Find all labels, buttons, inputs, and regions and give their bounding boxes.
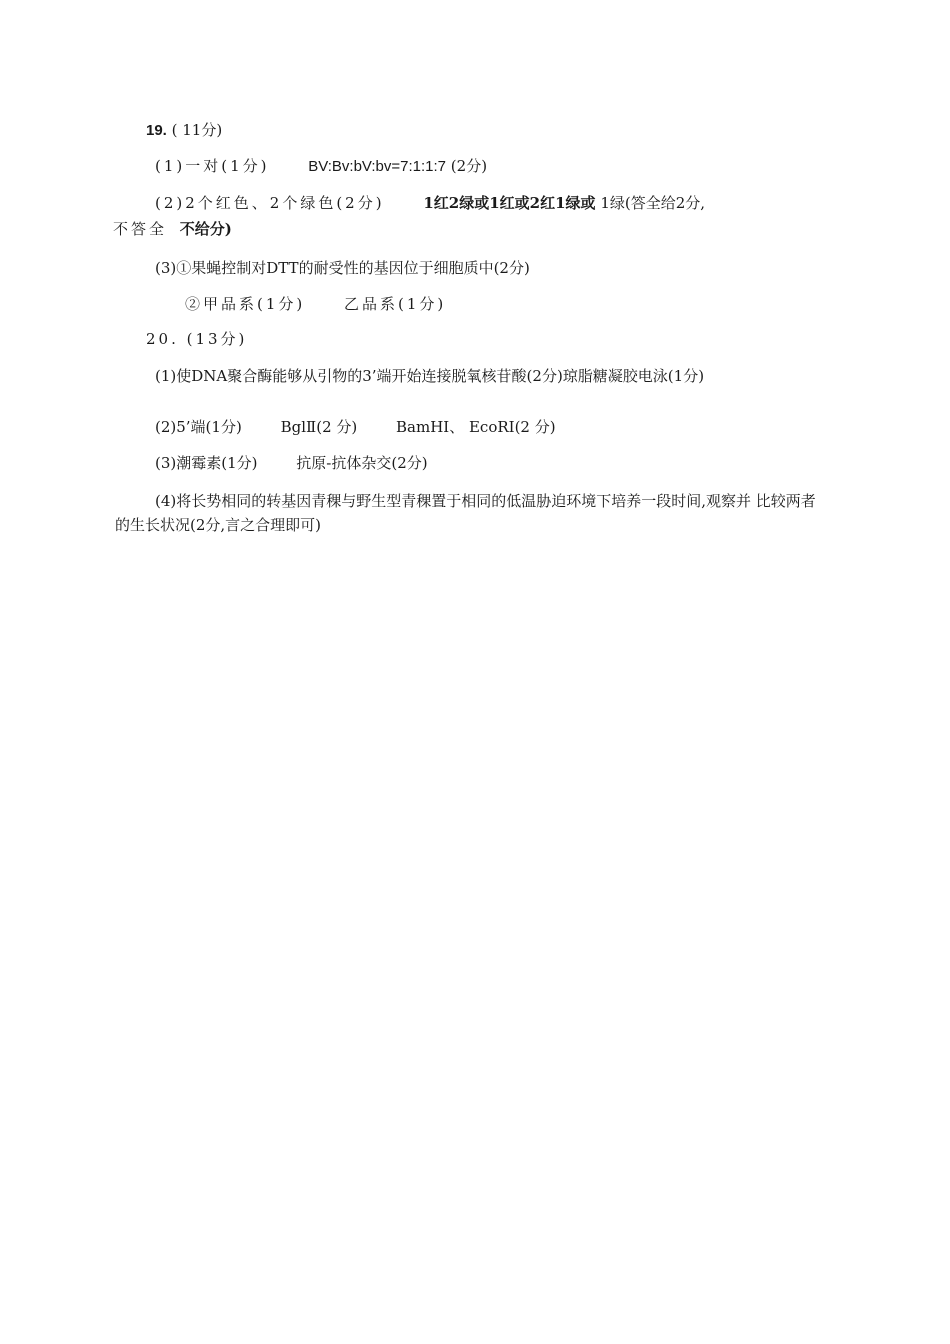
q19-answer-2-cont xyxy=(113,218,232,240)
q20-answer-4-text: (4)将长势相同的转基因青稞与野生型青稞置于相同的低温胁迫环境下培养一段时间,观察并 比较两者的生长状况(2分,言之合理即可) xyxy=(115,492,816,534)
q19-heading xyxy=(146,119,222,142)
q20-answer-3 xyxy=(155,452,428,474)
q19-answer-3-2 xyxy=(185,293,446,315)
q20-answer-2 xyxy=(155,416,556,438)
q20-answer-2-bgl: BglⅡ(2 分) xyxy=(280,418,358,436)
q19-answer-1-text: (1)一对(1分) xyxy=(155,157,270,175)
q20-answer-1-text: (1)使DNA聚合酶能够从引物的3’端开始连接脱氧核苷酸(2分)琼脂糖凝胶电泳(1分) xyxy=(155,367,705,385)
q20-answer-3-method: 抗原-抗体杂交(2分) xyxy=(296,454,428,472)
q19-score: ( 11分) xyxy=(171,121,223,139)
q19-answer-1 xyxy=(155,155,487,178)
q19-answer-2-note: 1绿(答全给2分, xyxy=(600,194,706,212)
q19-number: 19. xyxy=(146,122,167,139)
q20-answer-2-enzymes: BamHI、 EcoRI(2 分) xyxy=(396,418,556,436)
q20-heading xyxy=(146,328,247,350)
q19-answer-2 xyxy=(155,192,705,214)
q20-heading-text: 20. (13分) xyxy=(146,330,248,348)
q19-answer-2-options: 1红2绿或1红或2红1绿或 xyxy=(423,194,596,212)
q19-answer-3-2a: ②甲品系(1分) xyxy=(185,295,306,313)
q20-answer-4 xyxy=(115,489,825,537)
q20-answer-3-text: (3)潮霉素(1分) xyxy=(155,454,258,472)
q19-answer-1-score: (2分) xyxy=(450,157,488,175)
q19-answer-3-1 xyxy=(155,257,530,279)
q19-answer-3-1-text: (3)①果蝇控制对DTT的耐受性的基因位于细胞质中(2分) xyxy=(155,259,530,277)
q19-answer-2-text: (2)2个红色、2个绿色(2分) xyxy=(155,194,385,212)
q19-answer-2-cont-a: 不答全 xyxy=(113,220,168,238)
q20-answer-1 xyxy=(115,364,825,388)
q19-genotype-ratio: BV:Bv:bV:bv=7:1:1:7 xyxy=(308,158,447,175)
q20-answer-2-text: (2)5’端(1分) xyxy=(155,418,242,436)
q19-answer-3-2b: 乙品系(1分) xyxy=(344,295,447,313)
q19-answer-2-cont-b: 不给分) xyxy=(179,220,232,238)
